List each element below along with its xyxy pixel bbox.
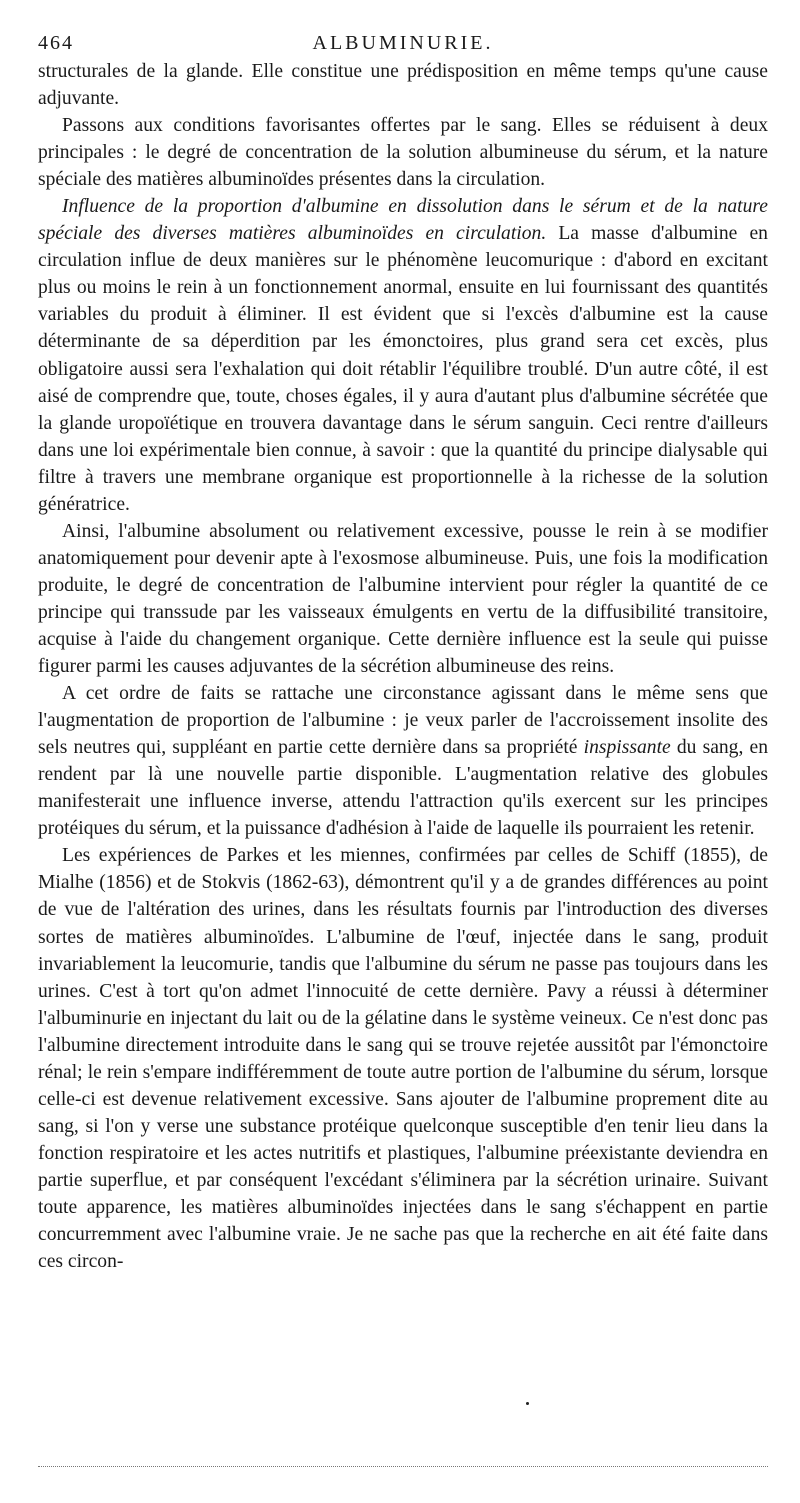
bottom-dotted-rule: [38, 1466, 768, 1467]
book-page: [38, 32, 768, 1275]
page-header: [38, 32, 768, 58]
page-number: 464: [38, 32, 74, 54]
italic-term: inspissante: [583, 737, 671, 759]
paragraph-with-heading: [38, 193, 768, 518]
paragraph: [38, 680, 768, 842]
paragraph: Ainsi, l'albumine absolument ou relativement excessive, pousse le rein à se modifier anatomiquement pour devenir apte à l'exosmose albumineuse. Puis, une fois la modification produite, le degré de concentration de l'albumine intervient pour régler la quantité de ce principe qui transsude par les vaisseaux émulgents en vertu de la diffusibilité transitoire, acquise à l'aide du changement organique. Cette dernière influence est la seule qui puisse figurer parmi les causes adjuvantes de la sécrétion albumineuse des reins.: [38, 520, 768, 678]
body-text: [38, 58, 768, 1275]
paragraph-continuation: structurales de la glande. Elle constitue une prédisposition en même temps qu'une cause adjuvante.: [38, 61, 768, 110]
paragraph-text: A cet ordre de faits se rattache une circonstance agissant dans le même sens que l'augmentation de proportion de l'albumine : je veux parler de l'accroissement insolite des sels neutres qui, suppléant en partie cette dernière dans sa propriété: [38, 683, 768, 759]
paragraph: Les expériences de Parkes et les miennes, confirmées par celles de Schiff (1855), de Mialhe (1856) et de Stokvis (1862-63), démontrent qu'il y a de grandes différences au point de vue de l'altération des urines, dans les résultats fournis par l'introduction des diverses sortes de matières albuminoïdes. L'albumine de l'œuf, injectée dans le sang, produit invariablement la leucomurie, tandis que l'albumine du sérum ne passe pas toujours dans les urines. C'est à tort qu'on admet l'innocuité de cette dernière. Pavy a réussi à déterminer l'albuminurie en injectant du lait ou de la gélatine dans le système veineux. Ce n'est donc pas l'albumine directement introduite dans le sang qui se trouve rejetée aussitôt par l'émonctoire rénal; le rein s'empare indifféremment de toute autre portion de l'albumine du sérum, lorsque celle-ci est devenue relativement excessive. Sans ajouter de l'albumine proprement dite au sang, si l'on y verse une substance protéique quelconque susceptible d'en tenir lieu dans la fonction respiratoire et les actes nutritifs et plastiques, l'albumine préexistante deviendra en partie superflue, et par conséquent l'excédant s'éliminera par la sécrétion urinaire. Suivant toute apparence, les matières albuminoïdes injectées dans le sang s'échappent en partie concurremment avec l'albumine vraie. Je ne sache pas que la recherche en ait été faite dans ces circon-: [38, 845, 768, 1273]
ink-speck: [526, 1402, 529, 1405]
inline-heading: Influence de la proportion d'albumine en dissolution dans le sérum et de la nature spéciale des diverses matières albuminoïdes en circulation.: [38, 196, 768, 245]
paragraph: Passons aux conditions favorisantes offertes par le sang. Elles se réduisent à deux principales : le degré de concentration de la solution albumineuse du sérum, et la nature spéciale des matières albuminoïdes présentes dans la circulation.: [38, 115, 768, 191]
paragraph-text: La masse d'albumine en circulation influe de deux manières sur le phénomène leucomurique : d'abord en excitant plus ou moins le rein à un fonctionnement anormal, ensuite en lui fournissant des quantités variables du produit à éliminer. Il est évident que si l'excès d'albumine est la cause déterminante de sa déperdition par les émonctoires, plus grand sera cet excès, plus obligatoire aussi sera l'exhalation qui doit rétablir l'équilibre troublé. D'un autre côté, il est aisé de comprendre que, toute, choses égales, il y aura d'autant plus d'albumine sécrétée que la glande uropoïétique en trouvera davantage dans le sérum sanguin. Ceci rentre d'ailleurs dans une loi expérimentale bien connue, à savoir : que la quantité du principe dialysable qui filtre à travers une membrane organique est proportionnelle à la richesse de la solution génératrice.: [38, 223, 768, 515]
running-title: ALBUMINURIE.: [312, 32, 494, 54]
paragraph-text: du sang, en rendent par là une nouvelle partie disponible. L'augmentation relative des globules manifesterait une influence inverse, attendu l'attraction qu'ils exercent sur les principes protéiques du sérum, et la puissance d'adhésion à l'aide de laquelle ils pourraient les retenir.: [38, 737, 769, 840]
